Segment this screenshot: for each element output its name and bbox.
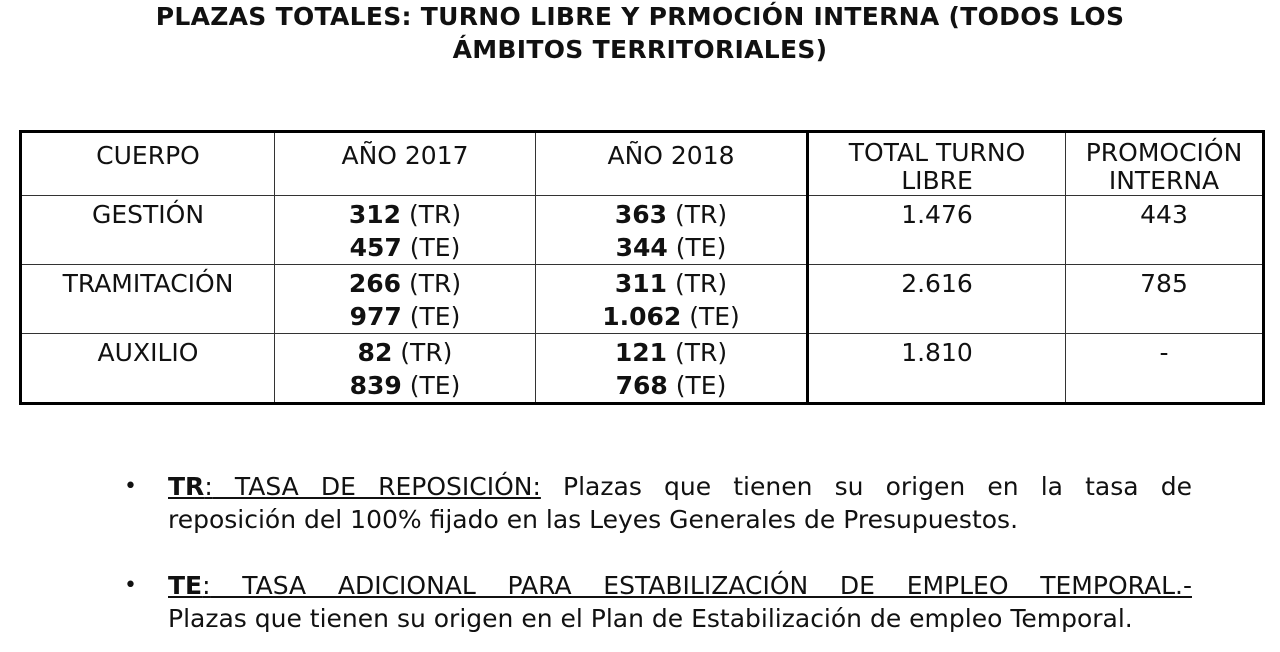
cell-2017 (275, 196, 536, 265)
cell-promocion-interna: - (1066, 334, 1264, 404)
header-total-line-1: TOTAL TURNO (848, 138, 1026, 167)
note-description-end: reposición del 100% fijado en las Leyes Generales de Presupuestos. (168, 505, 1019, 534)
note-abbr: TR (168, 472, 205, 501)
header-anio-2018: AÑO 2018 (536, 132, 808, 196)
note-te (120, 569, 1192, 635)
note-description-end: Plazas que tienen su origen en el Plan de Estabilización de empleo Temporal. (168, 604, 1133, 633)
value-te: 977 (349, 302, 402, 331)
note-term: TASA DE REPOSICIÓN: (212, 472, 541, 501)
tag-tr: (TR) (667, 269, 728, 298)
value-te: 839 (349, 371, 402, 400)
bullet-icon: • (124, 474, 137, 499)
note-abbr: TE (168, 571, 203, 600)
value-tr: 82 (357, 338, 393, 367)
header-promo-line-1: PROMOCIÓN (1085, 138, 1243, 167)
value-tr: 266 (348, 269, 402, 298)
value-tr: 363 (614, 200, 668, 229)
notes-list (120, 470, 1192, 635)
value-tr: 121 (614, 338, 668, 367)
note-separator: : (202, 571, 211, 600)
tag-tr: (TR) (667, 338, 728, 367)
page-title (60, 0, 1220, 66)
header-cuerpo: CUERPO (21, 132, 275, 196)
tag-tr: (TR) (667, 200, 728, 229)
note-description-start: Plazas que tienen su origen en la tasa de (540, 472, 1192, 501)
header-anio-2017: AÑO 2017 (275, 132, 536, 196)
note-tr-line-1 (168, 470, 1192, 503)
header-total-turno-libre (808, 132, 1066, 196)
cell-cuerpo: AUXILIO (21, 334, 275, 404)
table-header-row (21, 132, 1264, 196)
cell-cuerpo: TRAMITACIÓN (21, 265, 275, 334)
note-separator: : (204, 472, 213, 501)
cell-total-turno-libre: 1.810 (808, 334, 1066, 404)
note-tr (120, 470, 1192, 536)
value-te: 768 (615, 371, 668, 400)
cell-2017 (275, 334, 536, 404)
cell-2017 (275, 265, 536, 334)
tag-te: (TE) (401, 233, 461, 262)
cell-cuerpo: GESTIÓN (21, 196, 275, 265)
page-title-line-1: PLAZAS TOTALES: TURNO LIBRE Y PRMOCIÓN INTERNA (TODOS LOS (155, 2, 1125, 31)
note-te-line-1 (168, 569, 1192, 602)
header-promocion-interna (1066, 132, 1264, 196)
cell-promocion-interna: 785 (1066, 265, 1264, 334)
note-term: TASA ADICIONAL PARA ESTABILIZACIÓN DE EMPLEO TEMPORAL.- (210, 571, 1192, 600)
tag-tr: (TR) (392, 338, 453, 367)
cell-2018 (536, 265, 808, 334)
table-row (21, 334, 1264, 404)
tag-te: (TE) (401, 302, 461, 331)
value-te: 457 (349, 233, 402, 262)
value-te: 344 (615, 233, 668, 262)
tag-tr: (TR) (401, 269, 462, 298)
cell-total-turno-libre: 2.616 (808, 265, 1066, 334)
tag-te: (TE) (667, 371, 727, 400)
cell-promocion-interna: 443 (1066, 196, 1264, 265)
cell-2018 (536, 334, 808, 404)
table-row (21, 265, 1264, 334)
value-tr: 312 (348, 200, 402, 229)
tag-te: (TE) (401, 371, 461, 400)
bullet-icon: • (124, 573, 137, 598)
table-row (21, 196, 1264, 265)
value-te: 1.062 (602, 302, 682, 331)
header-total-line-2: LIBRE (901, 166, 973, 195)
tag-te: (TE) (681, 302, 740, 331)
value-tr: 311 (614, 269, 668, 298)
tag-tr: (TR) (401, 200, 462, 229)
page-title-line-2: ÁMBITOS TERRITORIALES) (452, 35, 828, 64)
tag-te: (TE) (667, 233, 727, 262)
plazas-table (19, 130, 1265, 405)
cell-2018 (536, 196, 808, 265)
header-promo-line-2: INTERNA (1108, 166, 1220, 195)
cell-total-turno-libre: 1.476 (808, 196, 1066, 265)
